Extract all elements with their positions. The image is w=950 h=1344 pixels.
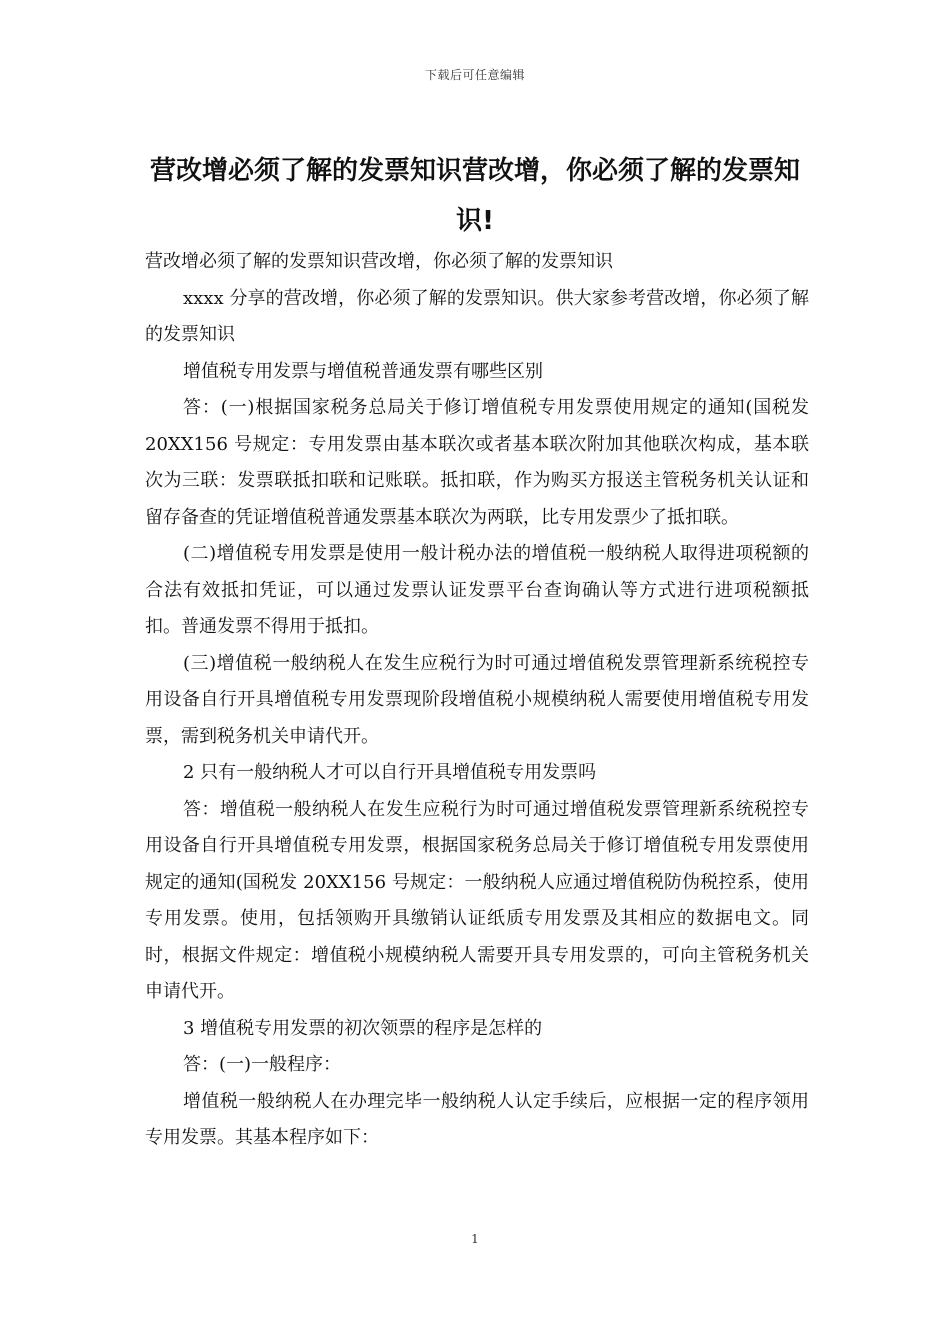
- question-heading: 2 只有一般纳税人才可以自行开具增值税专用发票吗: [183, 762, 597, 783]
- page-header: 下载后可任意编辑: [424, 68, 525, 82]
- paragraph: 答：增值税一般纳税人在发生应税行为时可通过增值税发票管理新系统税控专用设备自行开具增值税专用发票，根据国家税务总局关于修订增值税专用发票使用规定的通知(国税发 20XX156 号规定：一般纳税人应通过增值税防伪税控系，使用专用发票。使用，包括领购开具缴销认证纸质专用发票及其相应的数据电文。同时，根据文件规定：增值税小规模纳税人需要开具专用发票的，可向主管税务机关申请代开。: [145, 798, 809, 1002]
- paragraph: 增值税一般纳税人在办理完毕一般纳税人认定手续后，应根据一定的程序领用专用发票。其基本程序如下：: [145, 1090, 809, 1148]
- paragraph: (三)增值税一般纳税人在发生应税行为时可通过增值税发票管理新系统税控专用设备自行开具增值税专用发票现阶段增值税小规模纳税人需要使用增值税专用发票，需到税务机关申请代开。: [145, 652, 809, 747]
- paragraph: xxxx 分享的营改增，你必须了解的发票知识。供大家参考营改增，你必须了解的发票知识: [145, 287, 809, 345]
- question-heading: 3 增值税专用发票的初次领票的程序是怎样的: [183, 1017, 543, 1039]
- document-body: [145, 244, 809, 1157]
- page-number: 1: [471, 1232, 479, 1246]
- paragraph: (二)增值税专用发票是使用一般计税办法的增值税一般纳税人取得进项税额的合法有效抵扣凭证，可以通过发票认证发票平台查询确认等方式进行进项税额抵扣。普通发票不得用于抵扣。: [145, 543, 809, 637]
- paragraph: 答：(一)根据国家税务总局关于修订增值税专用发票使用规定的通知(国税发 20XX156 号规定：专用发票由基本联次或者基本联次附加其他联次构成，基本联次为三联：发票联抵扣联和记账联。抵扣联，作为购买方报送主管税务机关认证和留存备查的凭证增值税普通发票基本联次为两联，比专用发票少了抵扣联。: [145, 397, 809, 528]
- paragraph-intro-heading: 营改增必须了解的发票知识营改增，你必须了解的发票知识: [145, 251, 613, 272]
- paragraph: 答：(一)一般程序：: [183, 1054, 342, 1075]
- question-heading: 增值税专用发票与增值税普通发票有哪些区别: [183, 360, 543, 382]
- document-title: 营改增必须了解的发票知识营改增，你必须了解的发票知识!: [150, 156, 801, 236]
